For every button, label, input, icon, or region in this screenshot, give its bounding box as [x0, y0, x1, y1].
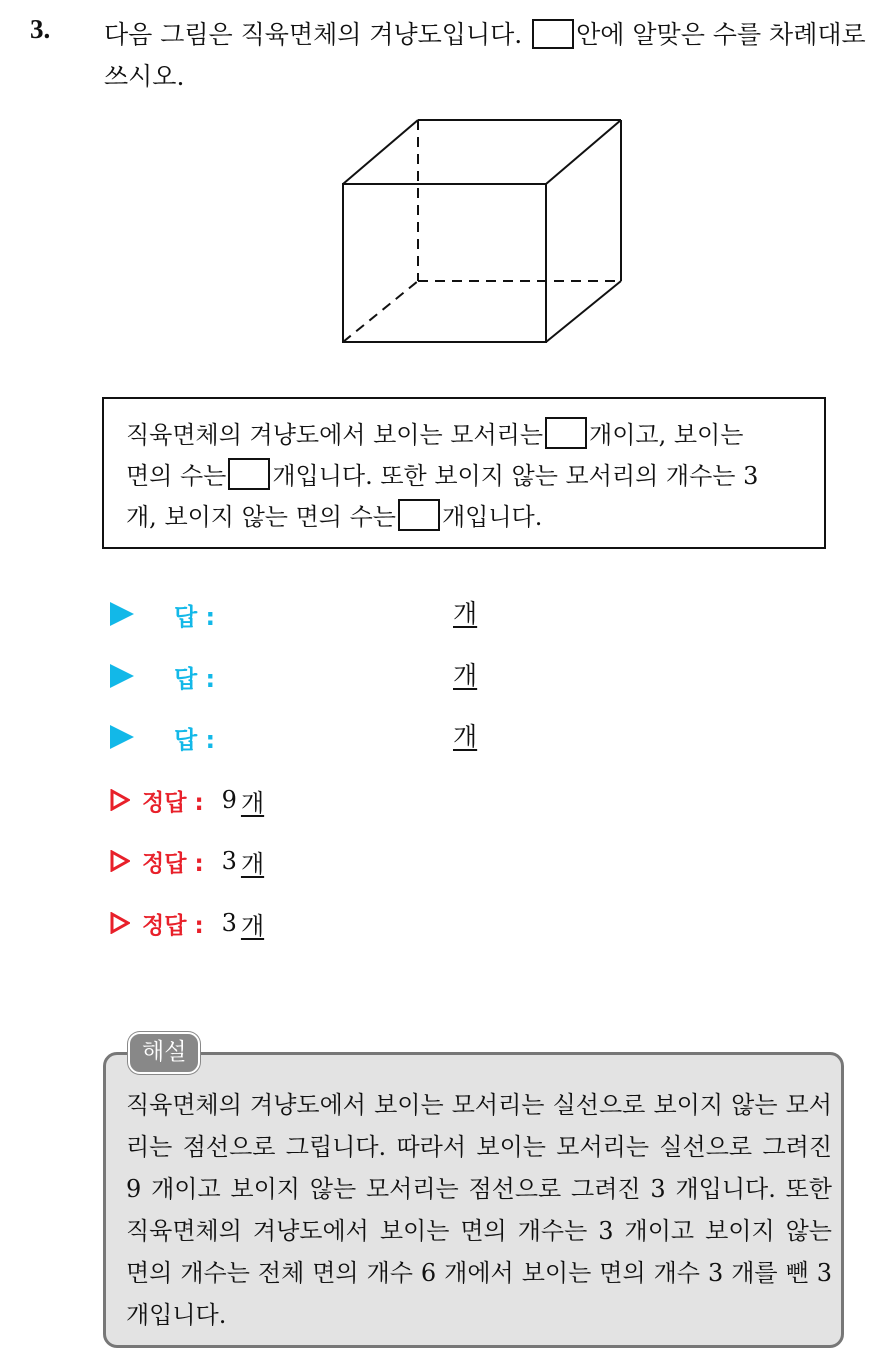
fill-in-text: 개입니다.	[441, 503, 543, 531]
explanation-tag: 해설	[128, 1032, 200, 1074]
answer-row[interactable]	[110, 656, 510, 696]
fill-in-text: 개입니다. 또한 보이지 않는 모서리의 개수는 3	[272, 462, 759, 490]
correct-label: 정답 :	[142, 850, 204, 877]
answer-label: 답 :	[174, 602, 216, 631]
answer-label: 답 :	[174, 664, 216, 693]
question-text-before: 다음 그림은 직육면체의 겨냥도입니다.	[104, 20, 523, 49]
correct-value: 9	[221, 786, 237, 814]
correct-unit: 개	[240, 849, 265, 878]
answer-unit: 개	[453, 599, 478, 628]
correct-answer-row	[110, 841, 264, 881]
right-bottom-edge	[546, 281, 621, 342]
correct-unit: 개	[240, 788, 265, 817]
correct-answer-row	[110, 780, 264, 820]
blank-visible-faces	[228, 458, 270, 490]
correct-value: 3	[221, 847, 237, 875]
rectangular-prism-figure	[338, 116, 628, 348]
outline-arrow-icon	[110, 912, 130, 934]
blank-hidden-faces	[398, 499, 440, 531]
play-arrow-icon	[110, 664, 134, 688]
correct-unit: 개	[240, 911, 265, 940]
correct-label: 정답 :	[142, 912, 204, 939]
answer-row[interactable]	[110, 717, 510, 757]
blank-visible-edges	[545, 417, 587, 449]
explanation-text: 직육면체의 겨냥도에서 보이는 모서리는 실선으로 보이지 않는 모서리는 점선으로 그립니다. 따라서 보이는 모서리는 실선으로 그려진 9 개이고 보이지 않는 모서리는 점선으로 그려진 3 개입니다. 또한 직육면체의 겨냥도에서 보이는 면의 개수는 3 개이고 보이지 않는 면의 개수는 전체 면의 개수 6 개에서 보이는 면의 개수 3 개를 뺀 3 개입니다.	[126, 1091, 832, 1329]
answer-row[interactable]	[110, 594, 510, 634]
hidden-bottom-left-edge	[343, 281, 418, 342]
top-edge-right	[546, 120, 621, 184]
question-number: 3.	[30, 14, 51, 44]
fill-in-statement-box	[102, 397, 826, 549]
play-arrow-icon	[110, 725, 134, 749]
question-text-after: 안에 알맞은 수를 차례대로 쓰시오.	[104, 20, 866, 91]
fill-in-text: 직육면체의 겨냥도에서 보이는 모서리는	[126, 421, 544, 449]
play-arrow-icon	[110, 602, 134, 626]
correct-value: 3	[221, 909, 237, 937]
top-edge-left	[343, 120, 418, 184]
correct-label: 정답 :	[142, 789, 204, 816]
outline-arrow-icon	[110, 850, 130, 872]
fill-in-text: 개이고, 보이는	[589, 421, 744, 449]
correct-answer-row	[110, 903, 264, 943]
answer-unit: 개	[453, 722, 478, 751]
question-text	[104, 14, 874, 98]
answer-unit: 개	[453, 661, 478, 690]
answer-label: 답 :	[174, 725, 216, 754]
fill-in-text: 개, 보이지 않는 면의 수는	[126, 503, 396, 531]
fill-in-text: 면의 수는	[126, 462, 227, 490]
answer-blank-box	[532, 19, 574, 49]
outline-arrow-icon	[110, 789, 130, 811]
